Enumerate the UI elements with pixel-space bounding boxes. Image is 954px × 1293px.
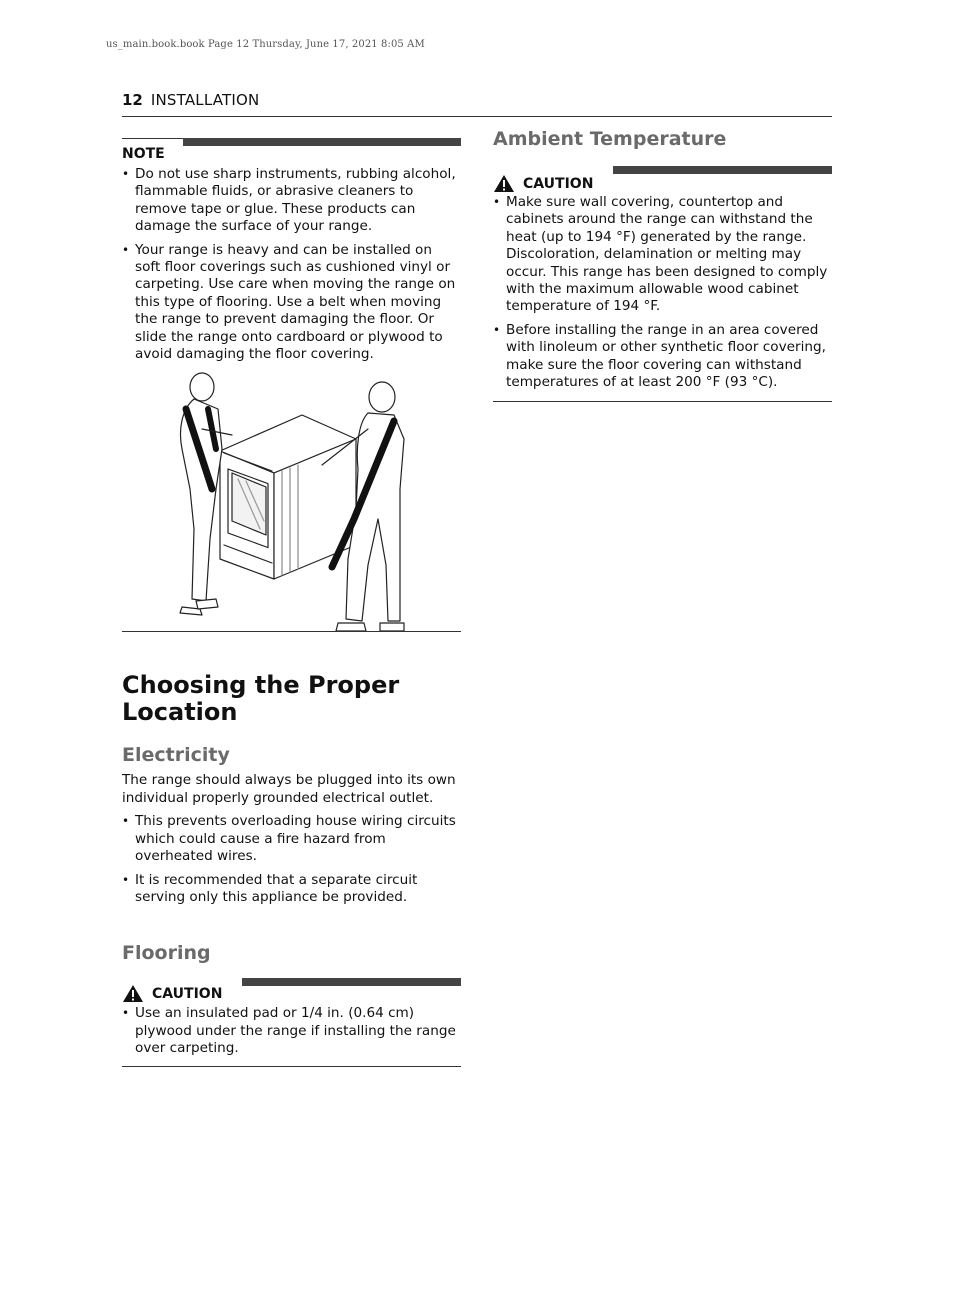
warning-triangle-icon — [122, 984, 144, 1003]
print-slug: us_main.book.book Page 12 Thursday, June 17, 2021 8:05 AM — [106, 39, 425, 50]
caution-label: CAUTION — [523, 175, 594, 192]
electricity-item: • It is recommended that a separate circuit serving only this appliance be provided. — [122, 872, 461, 907]
flooring-heading: Flooring — [122, 942, 211, 965]
electricity-intro: The range should always be plugged into its own individual properly grounded electrical outlet. — [122, 772, 456, 806]
ambient-box-bottom-rule — [493, 401, 832, 402]
section-title: Choosing the Proper Location — [122, 671, 400, 727]
section-name: INSTALLATION — [150, 91, 260, 109]
note-label: NOTE — [122, 146, 165, 162]
right-column — [493, 128, 832, 402]
ambient-list — [493, 194, 832, 391]
left-column — [122, 138, 461, 1067]
note-list — [122, 166, 461, 363]
page-header — [122, 90, 832, 117]
electricity-list — [122, 813, 461, 906]
electricity-heading: Electricity — [122, 744, 230, 767]
ambient-caution-box — [493, 166, 832, 402]
note-item: • Do not use sharp instruments, rubbing alcohol, flammable fluids, or abrasive cleaners to remove tape or glue. These products can damage the surface of your range. — [122, 166, 461, 236]
flooring-item: • Use an insulated pad or 1/4 in. (0.64 cm) plywood under the range if installing the range over carpeting. — [122, 1005, 461, 1057]
electricity-item: • This prevents overloading house wiring circuits which could cause a fire hazard from overheated wires. — [122, 813, 461, 865]
flooring-caution-box — [122, 978, 461, 1066]
warning-triangle-icon — [493, 174, 515, 193]
ambient-item: • Before installing the range in an area covered with linoleum or other synthetic floor covering, make sure the floor covering can withstand temperatures of at least 200 °F (93 °C). — [493, 322, 832, 392]
flooring-box-bottom-rule — [122, 1066, 461, 1067]
note-item: • Your range is heavy and can be installed on soft floor coverings such as cushioned vinyl or carpeting. Use care when moving the range on this type of flooring. Use a belt when moving the range to prevent damaging the floor. Or slide the range onto cardboard or plywood to avoid damaging the floor covering. — [122, 242, 461, 364]
ambient-item: • Make sure wall covering, countertop and cabinets around the range can withstand the heat (up to 194 °F) generated by the range. Discoloration, delamination or melting may occur. This range has been designed to comply with the maximum allowable wood cabinet temperature of 194 °F. — [493, 194, 832, 316]
page-number: 12 — [122, 91, 143, 109]
ambient-heading: Ambient Temperature — [493, 128, 727, 150]
note-box — [122, 138, 461, 631]
caution-label: CAUTION — [152, 985, 223, 1002]
range-moving-illustration — [172, 369, 412, 631]
flooring-list — [122, 1005, 461, 1057]
